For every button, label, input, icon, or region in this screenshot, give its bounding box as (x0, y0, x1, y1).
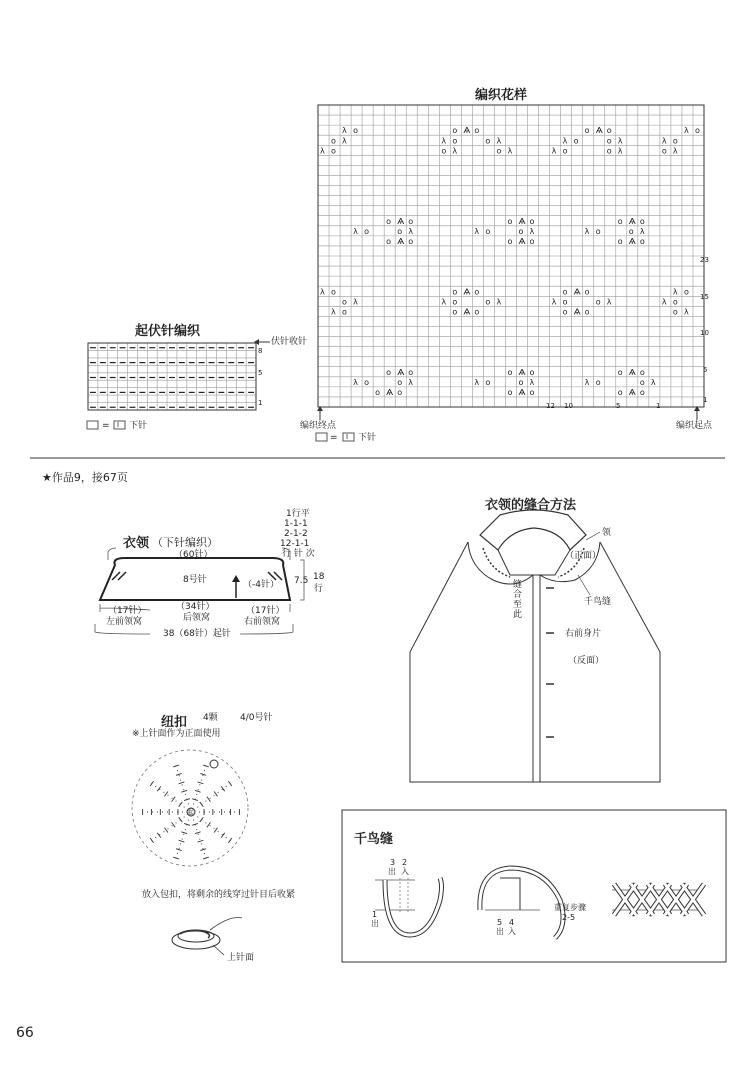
svg-text:Ѧ: Ѧ (397, 236, 405, 246)
svg-text:λ: λ (551, 297, 557, 307)
row-number: 1 (703, 396, 708, 404)
col-number: 5 (616, 402, 621, 410)
svg-text:λ: λ (683, 126, 689, 136)
button-title: 纽扣 (161, 715, 188, 730)
svg-text:ο: ο (386, 367, 392, 377)
svg-text:Ѧ: Ѧ (463, 126, 471, 136)
svg-text:ο: ο (485, 226, 491, 236)
svg-text:ο: ο (606, 146, 612, 156)
svg-text:ο: ο (496, 146, 502, 156)
svg-text:Ѧ: Ѧ (628, 367, 636, 377)
svg-text:λ: λ (551, 146, 557, 156)
svg-text:λ: λ (408, 377, 413, 387)
work-reference: ★作品9，接67页 (42, 471, 128, 484)
svg-text:λ: λ (661, 297, 667, 307)
svg-text:Ѧ: Ѧ (628, 236, 636, 246)
back-neck-label: 后领窝 (183, 613, 211, 623)
svg-text:ο: ο (518, 226, 524, 236)
svg-text:ο: ο (584, 287, 590, 297)
svg-text:ο: ο (375, 387, 381, 397)
svg-text:ο: ο (562, 146, 568, 156)
bindoff-title: 起伏针编织 (135, 324, 201, 339)
svg-text:Ѧ: Ѧ (628, 216, 636, 226)
legend-empty-box (87, 421, 98, 429)
svg-text:Ѧ: Ѧ (518, 236, 526, 246)
svg-text:ο: ο (639, 236, 645, 246)
svg-text:ο: ο (683, 287, 689, 297)
svg-text:ο: ο (353, 126, 358, 136)
svg-text:λ: λ (661, 136, 667, 146)
svg-text:ο: ο (474, 307, 480, 317)
svg-text:ο: ο (397, 226, 403, 236)
svg-text:ο: ο (507, 367, 513, 377)
button-face-label: 上针面 (227, 953, 255, 963)
svg-text:ο: ο (694, 126, 700, 136)
svg-text:λ: λ (529, 377, 535, 387)
svg-text:λ: λ (331, 307, 336, 317)
svg-text:ο: ο (397, 377, 403, 387)
svg-text:ο: ο (573, 136, 579, 146)
right-neck-label: 右前领窝 (244, 617, 281, 627)
vest-outline (410, 542, 660, 782)
herringbone-title: 千鸟缝 (354, 832, 394, 847)
svg-text:ο: ο (606, 126, 612, 136)
svg-text:Ѧ: Ѧ (397, 216, 405, 226)
svg-text:Ѧ: Ѧ (463, 307, 471, 317)
svg-text:λ: λ (408, 226, 413, 236)
svg-text:ο: ο (386, 216, 392, 226)
svg-text:ο: ο (408, 367, 414, 377)
row-number: 15 (700, 293, 709, 301)
svg-text:ο: ο (386, 236, 392, 246)
svg-text:ο: ο (661, 146, 667, 156)
button-caption: 放入包扣，将剩余的线穿过针目后收紧 (142, 890, 296, 900)
svg-text:λ: λ (562, 136, 568, 146)
svg-text:Ѧ: Ѧ (573, 287, 581, 297)
svg-text:ο: ο (408, 216, 414, 226)
svg-text:Ѧ: Ѧ (518, 387, 526, 397)
svg-text:ο: ο (441, 146, 447, 156)
svg-text:ο: ο (331, 287, 336, 297)
svg-text:λ: λ (672, 287, 678, 297)
svg-text:ο: ο (408, 236, 414, 246)
svg-text:λ: λ (320, 146, 325, 156)
svg-text:λ: λ (441, 136, 447, 146)
bindoff-arrow-label: 伏针收针 (271, 337, 308, 347)
svg-text:ο: ο (617, 367, 623, 377)
knit-pattern-symbols (320, 126, 700, 397)
svg-text:ο: ο (562, 307, 568, 317)
svg-text:λ: λ (441, 297, 447, 307)
svg-text:λ: λ (474, 377, 480, 387)
garter-stitch-grid (88, 343, 256, 410)
svg-text:ο: ο (518, 377, 524, 387)
svg-text:λ: λ (353, 297, 358, 307)
collar-title: 衣领 (123, 536, 150, 551)
svg-text:λ: λ (584, 377, 590, 387)
svg-text:λ: λ (617, 146, 623, 156)
svg-text:Ѧ: Ѧ (463, 287, 471, 297)
svg-text:λ: λ (584, 226, 590, 236)
svg-text:ο: ο (595, 226, 601, 236)
svg-text:ο: ο (617, 216, 623, 226)
start-point-label: 编织起点 (676, 421, 713, 431)
svg-text:ο: ο (331, 146, 336, 156)
svg-text:ο: ο (672, 307, 678, 317)
svg-text:ο: ο (617, 236, 623, 246)
svg-text:ο: ο (452, 307, 458, 317)
svg-text:λ: λ (496, 136, 502, 146)
collar-subtitle: （下针编织） (152, 536, 218, 549)
svg-text:ο: ο (617, 387, 623, 397)
vest-collar (480, 510, 586, 550)
svg-text:ο: ο (628, 226, 634, 236)
collar-needle: 8号针 (183, 575, 207, 585)
svg-text:ο: ο (529, 387, 535, 397)
svg-text:ο: ο (606, 136, 612, 146)
svg-text:λ: λ (639, 226, 645, 236)
pattern-title: 编织花样 (475, 88, 528, 103)
svg-text:λ: λ (452, 146, 458, 156)
svg-text:ο: ο (672, 136, 678, 146)
svg-text:λ: λ (606, 297, 612, 307)
svg-text:ο: ο (342, 297, 347, 307)
svg-text:λ: λ (650, 377, 656, 387)
svg-text:λ: λ (353, 226, 358, 236)
garter-stitch-grid-border (88, 343, 256, 410)
svg-text:ο: ο (529, 236, 535, 246)
col-number: 12 (546, 402, 555, 410)
row-number: 5 (703, 366, 708, 374)
svg-text:Ѧ: Ѧ (573, 307, 581, 317)
collar-cast-on: 38（68针）起针 (163, 629, 231, 639)
svg-text:ο: ο (507, 216, 513, 226)
svg-text:Ѧ: Ѧ (595, 126, 603, 136)
svg-text:λ: λ (320, 287, 325, 297)
svg-text:ο: ο (584, 126, 590, 136)
svg-text:ο: ο (474, 126, 480, 136)
end-point-label: 编织终点 (300, 421, 337, 431)
svg-text:ο: ο (562, 287, 568, 297)
svg-text:λ: λ (474, 226, 480, 236)
svg-text:λ: λ (342, 126, 347, 136)
legend-symbol: I (346, 433, 349, 441)
svg-text:ο: ο (364, 377, 370, 387)
legend-symbol-box (114, 421, 125, 429)
svg-text:ο: ο (639, 216, 645, 226)
svg-text:ο: ο (507, 387, 513, 397)
svg-text:ο: ο (584, 307, 590, 317)
svg-text:ο: ο (507, 236, 513, 246)
needle-step2-icon (480, 868, 563, 938)
row-number: 10 (700, 329, 709, 337)
seam-title: 衣领的缝合方法 (485, 498, 577, 513)
svg-text:ο: ο (485, 377, 491, 387)
svg-text:λ: λ (617, 136, 623, 146)
page-number: 66 (16, 1025, 34, 1041)
bindoff-legend-text: 下针 (129, 421, 148, 431)
svg-text:ο: ο (595, 297, 601, 307)
svg-text:ο: ο (452, 126, 458, 136)
svg-text:ο: ο (485, 297, 491, 307)
svg-text:λ: λ (529, 226, 535, 236)
svg-text:ο: ο (452, 297, 458, 307)
svg-text:ο: ο (452, 136, 458, 146)
svg-text:ο: ο (639, 377, 645, 387)
svg-text:λ: λ (353, 377, 358, 387)
button-note: ※上针面作为正面使用 (132, 729, 221, 739)
svg-text:ο: ο (595, 377, 601, 387)
svg-text:ο: ο (452, 287, 458, 297)
row-number: 23 (700, 256, 709, 264)
svg-text:Ѧ: Ѧ (386, 387, 394, 397)
col-number: 10 (564, 402, 573, 410)
svg-text:ο: ο (364, 226, 370, 236)
svg-text:ο: ο (562, 297, 568, 307)
left-neck-label: 左前领窝 (106, 617, 143, 627)
svg-text:ο: ο (342, 307, 347, 317)
repeat-steps-label: 重复步骤 (554, 903, 586, 912)
svg-text:ο: ο (639, 387, 645, 397)
svg-text:λ: λ (496, 297, 502, 307)
col-number: 1 (656, 402, 661, 410)
svg-text:ο: ο (474, 287, 480, 297)
svg-text:ο: ο (672, 297, 678, 307)
svg-text:ο: ο (485, 136, 491, 146)
svg-text:ο: ο (331, 136, 336, 146)
svg-text:λ: λ (672, 146, 678, 156)
svg-text:λ: λ (507, 146, 513, 156)
svg-text:λ: λ (342, 136, 347, 146)
svg-text:ο: ο (397, 387, 403, 397)
svg-text:Ѧ: Ѧ (628, 387, 636, 397)
legend-text: 下针 (358, 433, 377, 443)
svg-text:Ѧ: Ѧ (518, 216, 526, 226)
svg-text:ο: ο (639, 367, 645, 377)
sew-here-label: 缝合至此 (513, 580, 523, 620)
svg-text:λ: λ (683, 307, 689, 317)
svg-text:ο: ο (529, 367, 535, 377)
svg-text:Ѧ: Ѧ (518, 367, 526, 377)
svg-text:ο: ο (529, 216, 535, 226)
svg-text:Ѧ: Ѧ (397, 367, 405, 377)
